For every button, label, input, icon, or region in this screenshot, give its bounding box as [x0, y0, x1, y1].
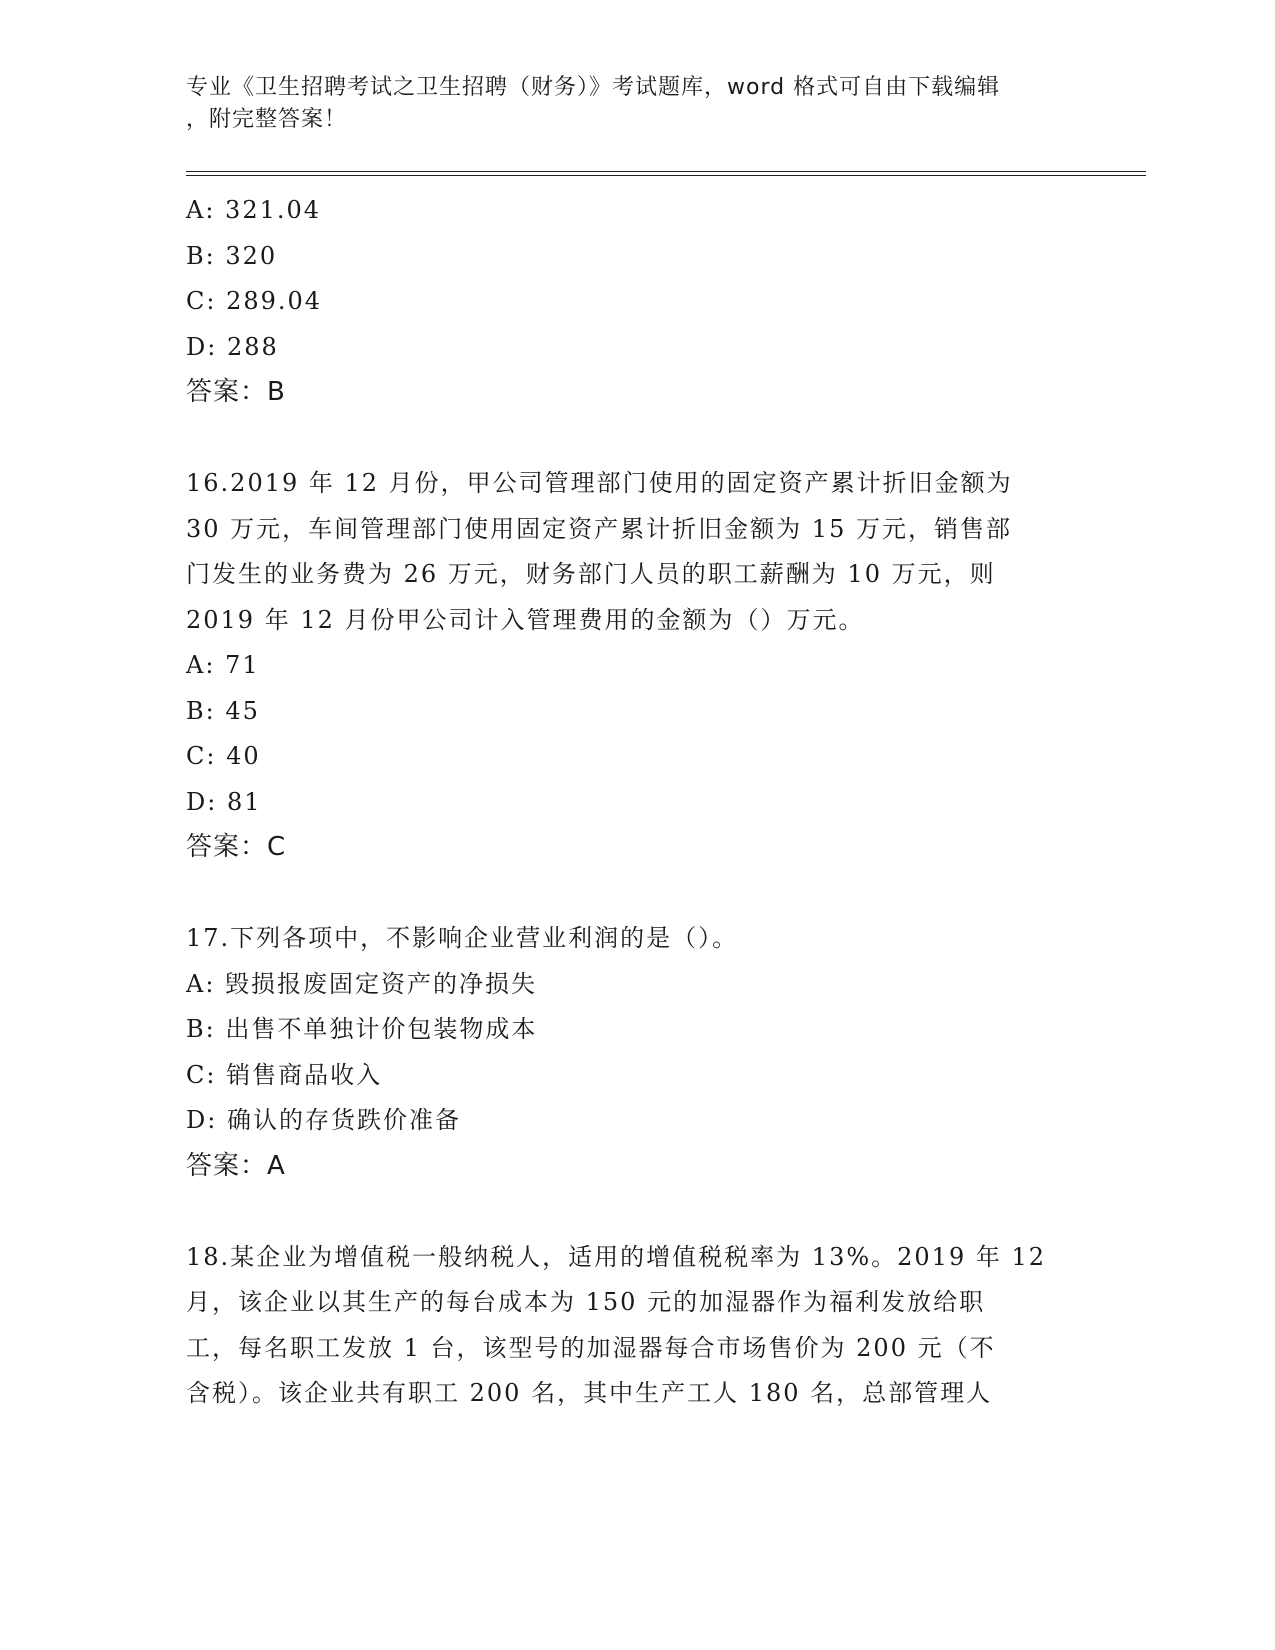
option-d: D: 确认的存货跌价准备 [186, 1106, 461, 1134]
option-d: D: 81 [186, 787, 262, 816]
header-divider-bottom [186, 175, 1146, 176]
question-text-line: 17.下列各项中，不影响企业营业利润的是（）。 [186, 924, 739, 952]
header-line-1: 专业《卫生招聘考试之卫生招聘（财务）》考试题库，word 格式可自由下载编辑 [186, 75, 1001, 100]
option-a: A: 毁损报废固定资产的净损失 [186, 969, 538, 998]
answer: 答案：A [186, 1150, 286, 1181]
question-15 [186, 188, 1086, 416]
question-text-line: 月，该企业以其生产的每台成本为 150 元的加湿器作为福利发放给职 [186, 1288, 986, 1316]
question-17 [186, 916, 1086, 1189]
option-b: B: 45 [186, 696, 260, 725]
spacer [186, 1189, 1086, 1235]
question-text-line: 30 万元，车间管理部门使用固定资产累计折旧金额为 15 万元，销售部 [186, 514, 1012, 543]
question-16 [186, 461, 1086, 871]
page-header [186, 72, 1086, 136]
question-list [186, 188, 1086, 1417]
header-line-2: ，附完整答案！ [186, 107, 348, 132]
question-text-line: 16.2019 年 12 月份，甲公司管理部门使用的固定资产累计折旧金额为 [186, 469, 1013, 497]
option-c: C: 289.04 [186, 287, 323, 315]
question-text-line: 含税）。该企业共有职工 200 名，其中生产工人 180 名，总部管理人 [186, 1379, 993, 1407]
question-text-line: 18.某企业为增值税一般纳税人，适用的增值税税率为 13%。2019 年 12 [186, 1242, 1047, 1271]
option-a: A: 71 [186, 651, 260, 679]
question-text-line: 2019 年 12 月份甲公司计入管理费用的金额为（）万元。 [186, 605, 865, 634]
option-a: A: 321.04 [186, 196, 322, 224]
spacer [186, 416, 1086, 462]
option-c: C: 40 [186, 742, 261, 770]
question-text-line: 门发生的业务费为 26 万元，财务部门人员的职工薪酬为 10 万元，则 [186, 560, 996, 588]
question-18 [186, 1235, 1086, 1417]
option-b: B: 320 [186, 241, 278, 270]
option-c: C: 销售商品收入 [186, 1060, 383, 1089]
question-text-line: 工，每名职工发放 1 台，该型号的加湿器每合市场售价为 200 元（不 [186, 1333, 996, 1362]
option-d: D: 288 [186, 332, 279, 361]
option-b: B: 出售不单独计价包装物成本 [186, 1015, 538, 1043]
spacer [186, 871, 1086, 917]
answer: 答案：B [186, 377, 286, 407]
header-divider-top [186, 171, 1146, 172]
answer: 答案：C [186, 832, 287, 862]
